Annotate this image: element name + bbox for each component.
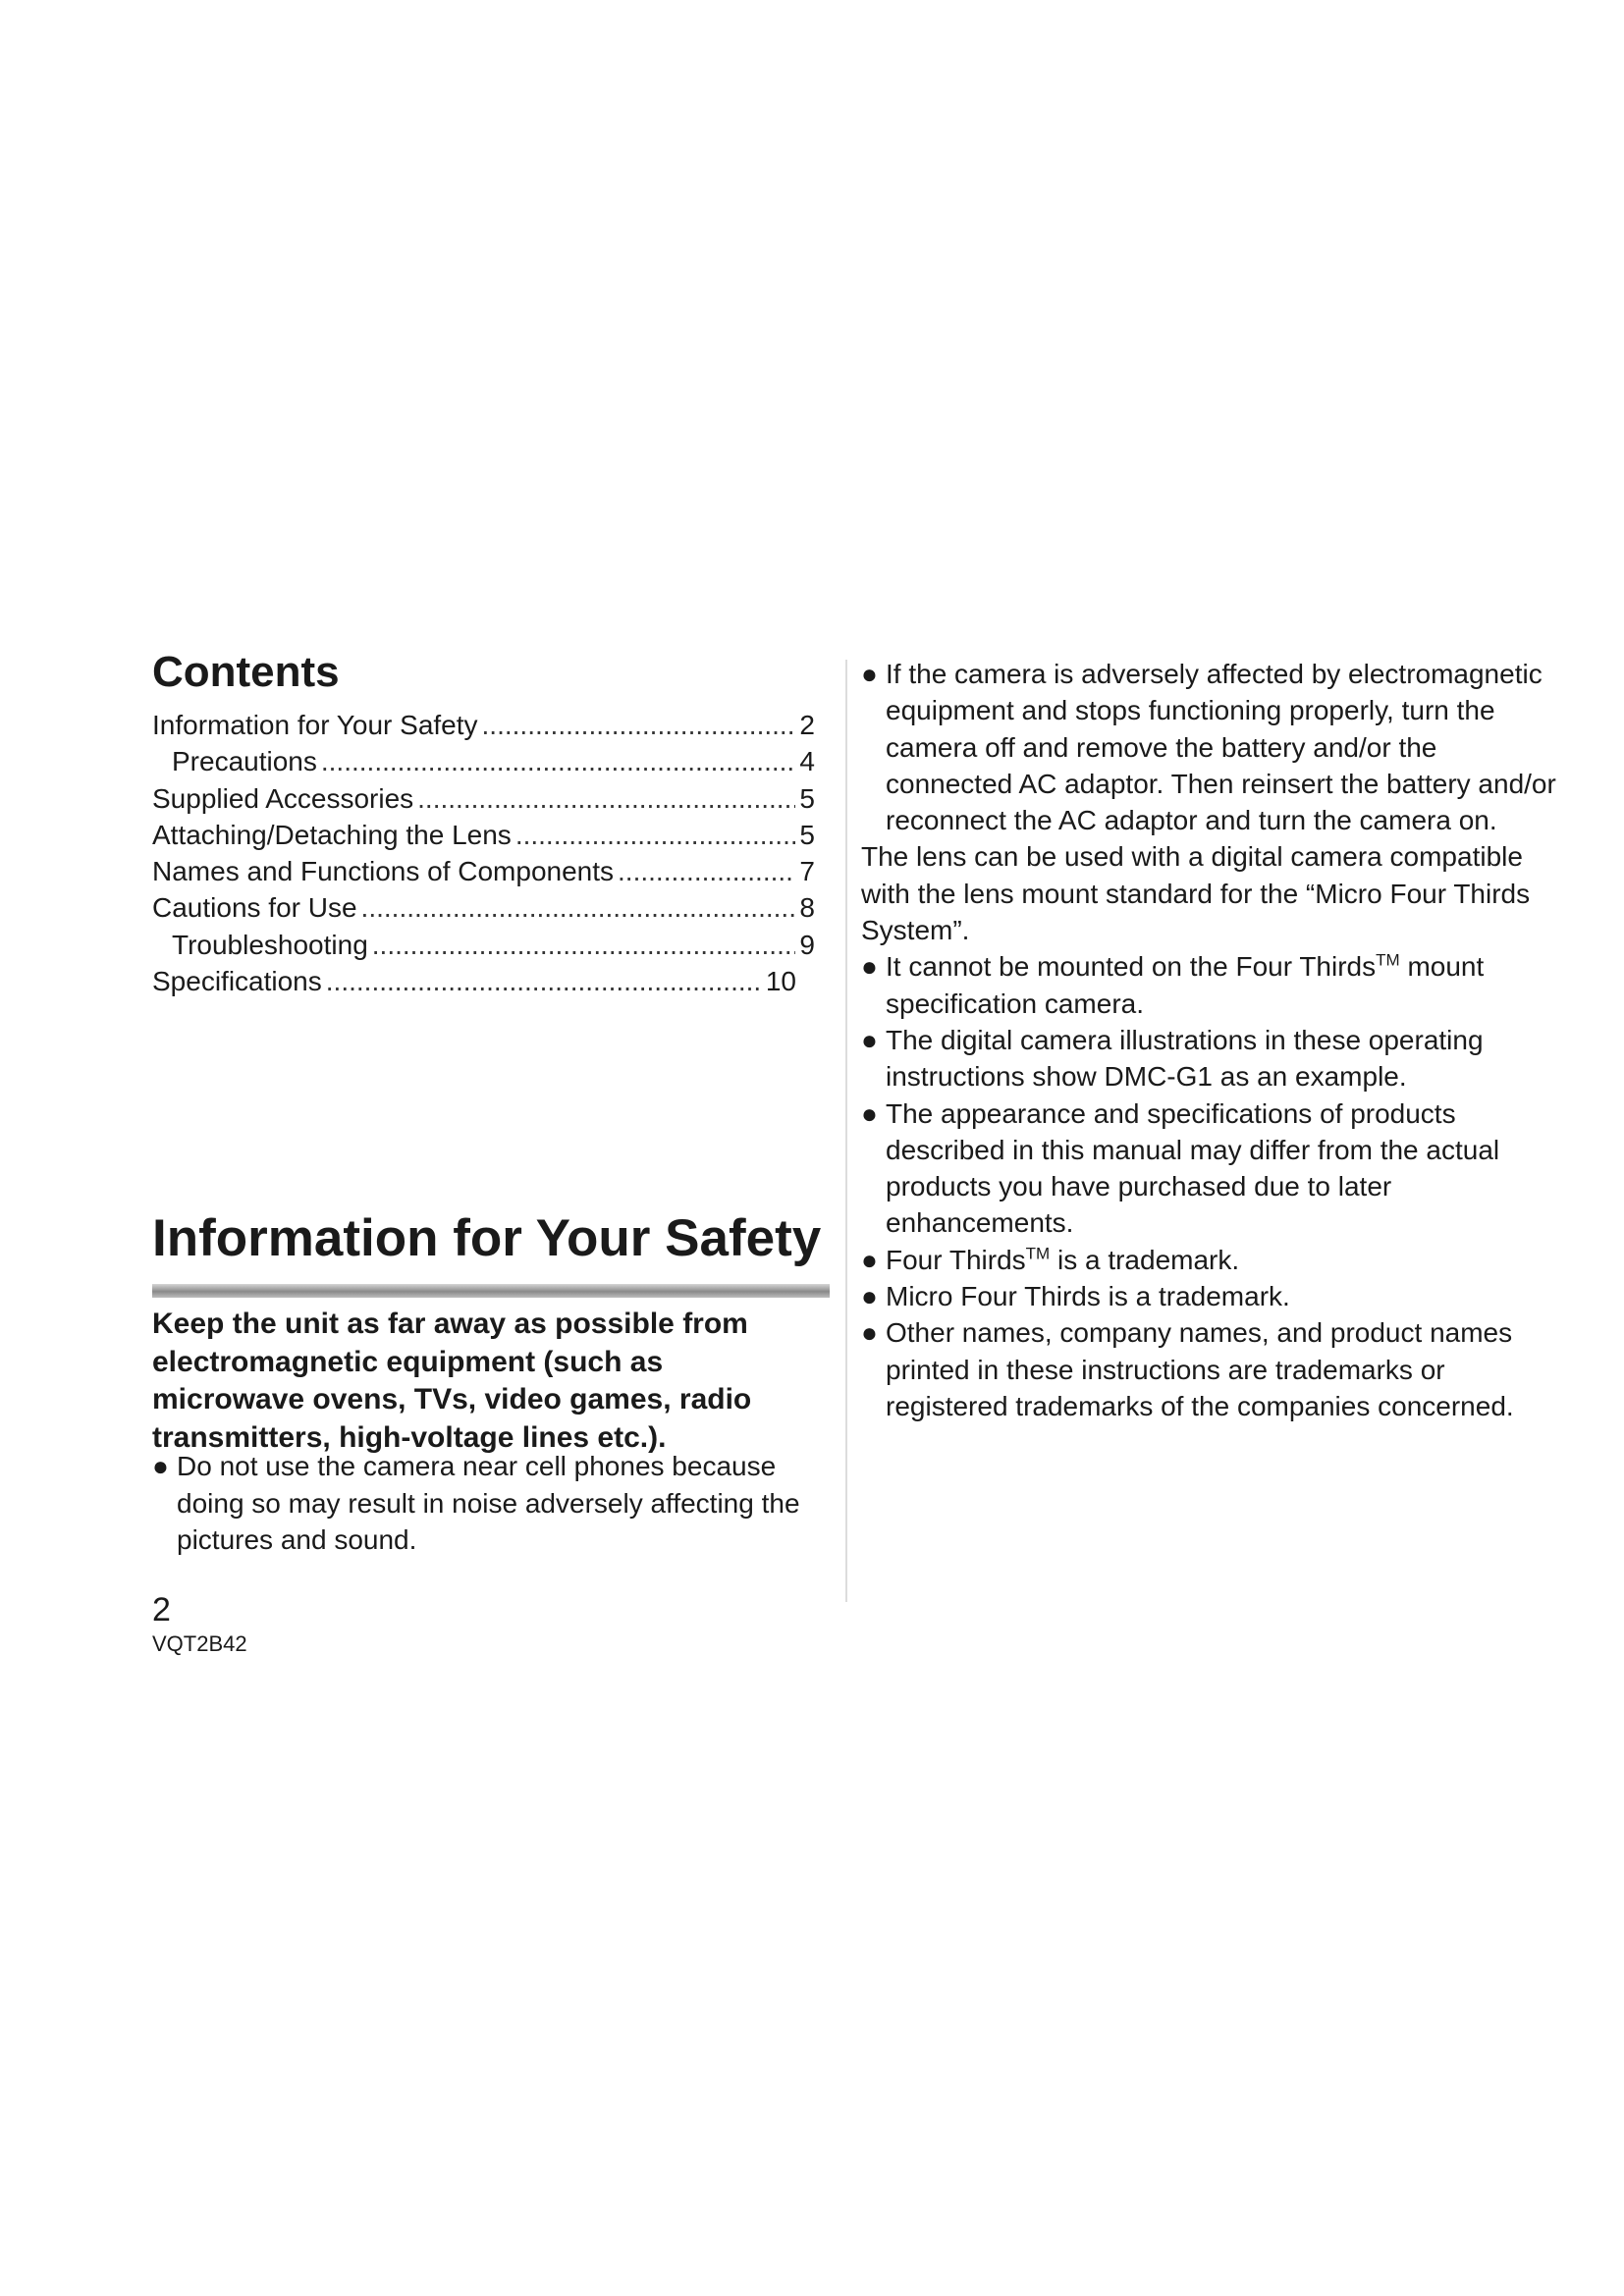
toc-leader-dots: [372, 927, 796, 963]
column-divider: [845, 660, 847, 1602]
toc-item[interactable]: [152, 817, 815, 853]
toc-item-title: Attaching/Detaching the Lens: [152, 819, 512, 850]
toc-item-title: Precautions: [172, 746, 317, 777]
bullet-text: The digital camera illustrations in these operating instructions show DMC-G1 as an example.: [886, 1024, 1484, 1093]
toc-item[interactable]: [152, 743, 815, 779]
toc-item-page: 4: [799, 746, 815, 777]
page-number: 2: [152, 1591, 171, 1629]
toc-item-title: Information for Your Safety: [152, 710, 478, 740]
toc-item[interactable]: [152, 853, 815, 889]
toc-leader-dots: [515, 817, 796, 853]
bullet-dot-icon: ●: [861, 659, 878, 689]
bullet-text: Other names, company names, and product names printed in these instructions are trademarks or registered trademarks of the companies concerned.: [886, 1317, 1514, 1421]
safety-lead-text: Keep the unit as far away as possible from electromagnetic equipment (such as microwave ovens, TVs, video games, radio transmitters, high-voltage lines etc.).: [152, 1308, 752, 1454]
safety-bullet: [152, 1448, 830, 1559]
heading-rule: [152, 1284, 830, 1298]
bullet-dot-icon: ●: [861, 1097, 878, 1129]
toc-item-page: 10: [765, 966, 796, 997]
toc-item-page: 2: [799, 710, 815, 740]
safety-heading: Information for Your Safety: [152, 1209, 822, 1267]
bullet-dot-icon: ●: [861, 951, 878, 983]
toc-item-page: 5: [799, 819, 815, 850]
toc-item-page: 5: [799, 782, 815, 814]
toc-item-page: 8: [799, 892, 815, 924]
lens-compatibility-text: The lens can be used with a digital camera compatible with the lens mount standard for the “Micro Four Thirds System”.: [861, 841, 1531, 946]
note-bullet: [861, 948, 1568, 1022]
toc-leader-dots: [321, 743, 796, 779]
safety-bullet: [861, 656, 1568, 838]
toc-leader-dots: [361, 889, 796, 926]
bullet-text: Micro Four Thirds is a trademark.: [886, 1281, 1290, 1312]
model-code: VQT2B42: [152, 1631, 247, 1656]
toc-leader-dots: [417, 780, 795, 817]
safety-bullet-list: [152, 1448, 830, 1559]
bullet-text: It cannot be mounted on the Four Thirds: [886, 951, 1377, 983]
toc-item-title: Supplied Accessories: [152, 782, 414, 814]
toc-item[interactable]: [152, 707, 815, 743]
toc-item-page: 7: [799, 856, 815, 887]
note-bullet: [861, 1242, 1568, 1278]
left-column: [152, 648, 830, 1555]
bullet-text: Four Thirds: [886, 1244, 1026, 1275]
bullet-text: If the camera is adversely affected by electromagnetic equipment and stops functioning properly, turn the camera off and remove the battery and/or the connected AC adaptor. Then reinsert the battery and/or reconnect the AC adaptor and turn the camera on.: [886, 659, 1556, 836]
toc-leader-dots: [482, 707, 796, 743]
bullet-dot-icon: ●: [861, 1244, 878, 1275]
table-of-contents: [152, 707, 815, 999]
toc-item[interactable]: [152, 889, 815, 926]
toc-item-title: Specifications: [152, 966, 322, 997]
bullet-dot-icon: ●: [861, 1024, 878, 1055]
toc-item[interactable]: [152, 963, 796, 999]
bullet-dot-icon: ●: [861, 1281, 878, 1312]
trademark-superscript: TM: [1025, 1244, 1051, 1263]
toc-item-title: Names and Functions of Components: [152, 856, 615, 887]
trademark-superscript: TM: [1376, 951, 1400, 971]
contents-heading: Contents: [152, 648, 340, 696]
bullet-text: mount specification camera.: [886, 951, 1485, 1019]
bullet-text: Do not use the camera near cell phones because doing so may result in noise adversely affecting the pictures and sound.: [177, 1451, 800, 1555]
toc-item[interactable]: [152, 927, 815, 963]
toc-leader-dots: [618, 853, 795, 889]
bullet-dot-icon: ●: [152, 1451, 169, 1481]
bullet-text: The appearance and specifications of products described in this manual may differ from the actual products you have purchased due to later enhancements.: [886, 1097, 1500, 1239]
note-bullet: [861, 1278, 1568, 1314]
note-bullet: [861, 1314, 1568, 1424]
toc-item-page: 9: [799, 929, 815, 960]
toc-item-title: Cautions for Use: [152, 892, 357, 924]
toc-item-title: Troubleshooting: [172, 929, 368, 960]
right-column: [861, 656, 1568, 1424]
toc-leader-dots: [326, 963, 762, 999]
bullet-text: is a trademark.: [1050, 1244, 1240, 1275]
toc-item[interactable]: [152, 780, 815, 817]
note-bullet: [861, 1095, 1568, 1242]
note-bullet: [861, 1022, 1568, 1095]
bullet-dot-icon: ●: [861, 1317, 878, 1349]
